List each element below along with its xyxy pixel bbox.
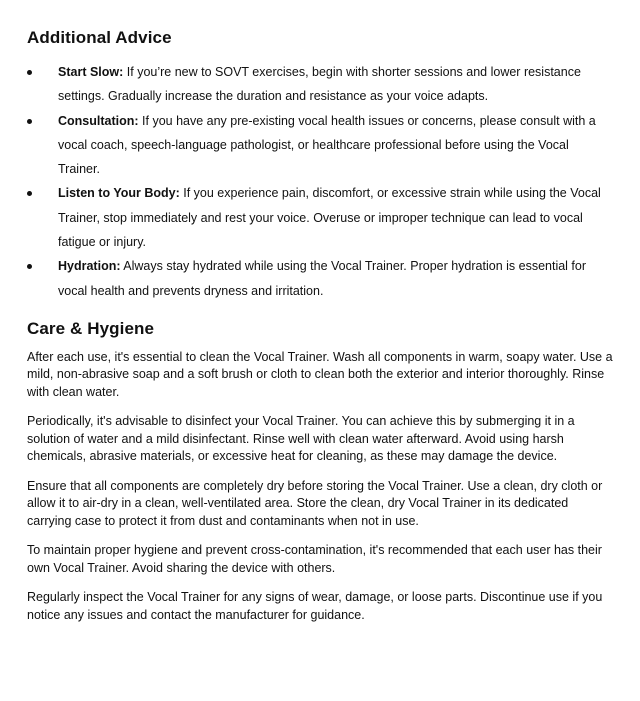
advice-item-consultation	[27, 109, 613, 182]
care-paragraph: To maintain proper hygiene and prevent cross-contamination, it's recommended that each user has their own Vocal Trainer. Avoid sharing the device with others.	[27, 543, 602, 575]
advice-term: Listen to Your Body:	[58, 186, 180, 201]
advice-text: Always stay hydrated while using the Vocal Trainer. Proper hydration is essential for vocal health and prevents dryness and irritation.	[58, 259, 587, 298]
advice-item-start-slow	[27, 60, 613, 109]
care-paragraph: Ensure that all components are completely dry before storing the Vocal Trainer. Use a clean, dry cloth or allow it to air-dry in a clean, well-ventilated area. Store the clean, dry Vocal Trainer in its dedicated carrying case to protect it from dust and contaminants when not in use.	[27, 478, 603, 528]
advice-term: Start Slow:	[58, 65, 124, 79]
care-paragraph: Periodically, it's advisable to disinfect your Vocal Trainer. You can achieve this by submerging it in a solution of water and a mild disinfectant. Rinse well with clean water afterward. Avoid using harsh chemicals, abrasive materials, or excessive heat for cleaning, as these may damage the device.	[27, 414, 575, 464]
care-hygiene-body	[27, 349, 613, 625]
bullet-icon	[27, 70, 32, 75]
care-paragraph: After each use, it's essential to clean the Vocal Trainer. Wash all components in warm, soapy water. Use a mild, non-abrasive soap and a soft brush or cloth to clean both the exterior and interior thoroughly. Rinse with clean water.	[27, 349, 613, 399]
advice-text: If you experience pain, discomfort, or excessive strain while using the Vocal Trainer, stop immediately and rest your voice. Overuse or improper technique can lead to vocal fatigue or injury.	[58, 186, 601, 250]
additional-advice-heading: Additional Advice	[27, 28, 172, 47]
bullet-icon	[27, 119, 32, 124]
document-page	[27, 26, 613, 636]
advice-text: If you have any pre-existing vocal health issues or concerns, please consult with a vocal coach, speech-language pathologist, or healthcare professional before using the Vocal Trainer.	[58, 113, 596, 177]
bullet-icon	[27, 191, 32, 196]
advice-list	[27, 60, 613, 303]
advice-term: Consultation:	[58, 113, 139, 128]
care-paragraph: Regularly inspect the Vocal Trainer for any signs of wear, damage, or loose parts. Discontinue use if you notice any issues and contact the manufacturer for guidance.	[27, 590, 603, 622]
advice-text: If you’re new to SOVT exercises, begin with shorter sessions and lower resistance settings. Gradually increase the duration and resistance as your voice adapts.	[58, 65, 581, 104]
bullet-icon	[27, 264, 32, 269]
advice-item-listen-to-your-body	[27, 181, 613, 254]
care-hygiene-heading: Care & Hygiene	[27, 318, 155, 338]
advice-term: Hydration:	[58, 259, 121, 274]
advice-item-hydration	[27, 254, 613, 303]
